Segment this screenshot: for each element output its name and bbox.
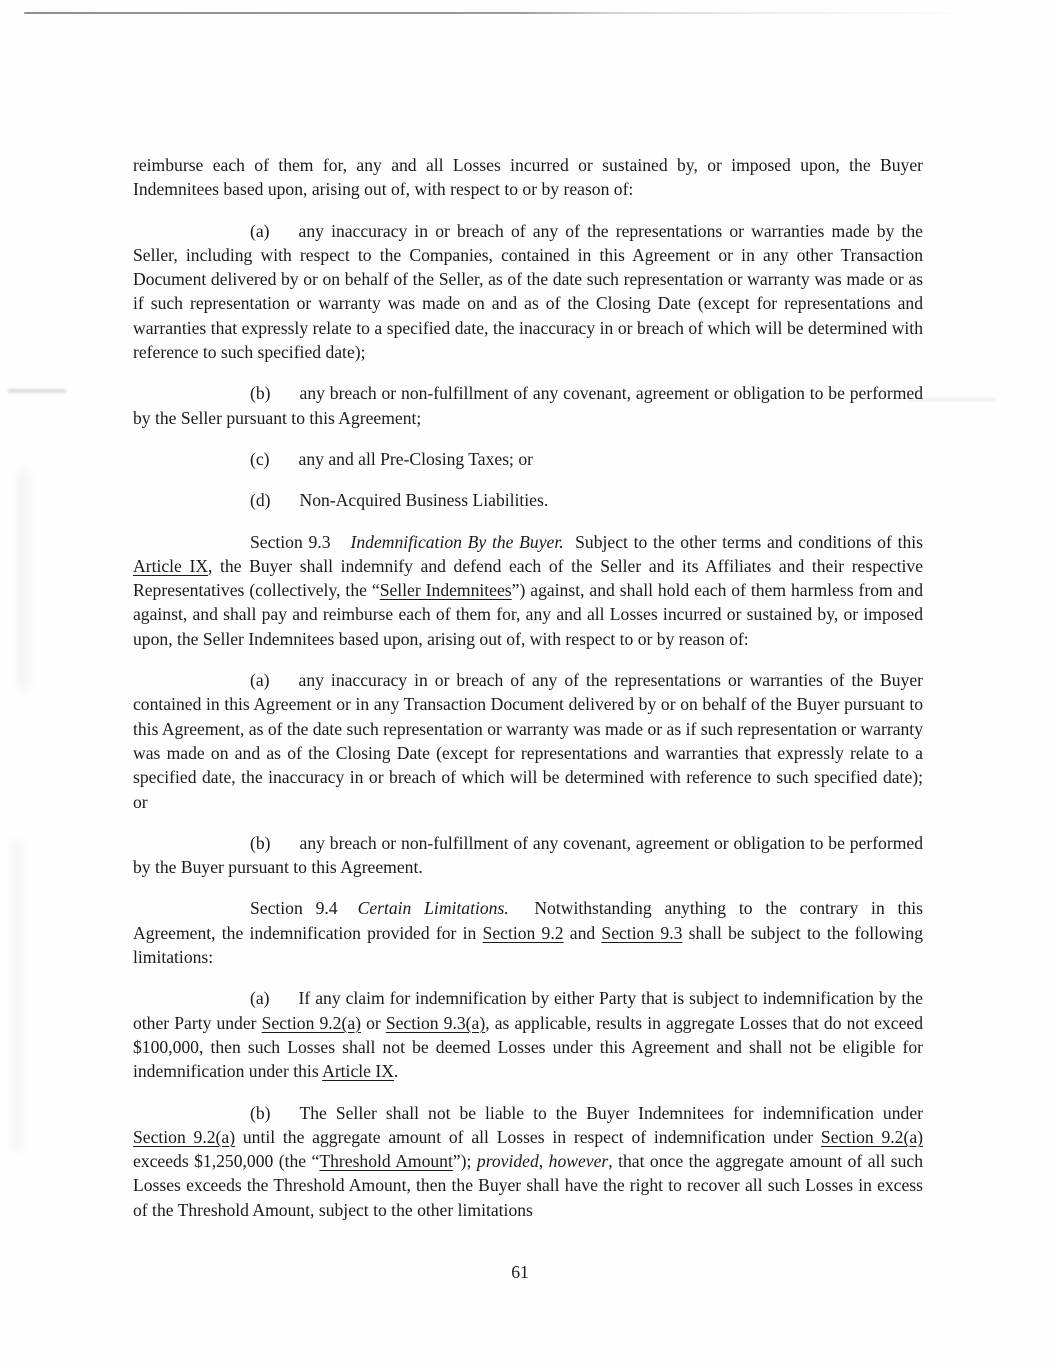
text-run: any breach or non-fulfillment of any covenant, agreement or obligation to be performed by the Buyer pursuant to this Agreement. <box>133 832 923 878</box>
text-run: any inaccuracy in or breach of any of the representations or warranties of the Buyer contained in this Agreement or in any Transaction Document delivered by or on behalf of the Buyer pursuant to this Agreement, as of the date such representation or warranty was made or as if such representation or warranty was made on and as of the Closing Date (except for representations and warranties that expressly relate to a specified date, the inaccuracy in or breach of which will be determined with reference to such specified date); or <box>133 670 923 812</box>
text-run: shall be subject to the following limitations: <box>133 922 924 968</box>
text-run: Notwithstanding anything to the contrary in this Agreement, the indemnification provided for in <box>133 898 923 943</box>
text-run: until the aggregate amount of all Losses in respect of indemnification under <box>235 1126 821 1147</box>
text-run: or <box>361 1012 386 1033</box>
limitation-a-threshold-claims-label: (a) <box>250 988 270 1009</box>
text-run: and <box>563 922 602 943</box>
text-run: , that once the aggregate amount of all such Losses exceeds the Threshold Amount, then the Buyer shall have the right to recover all such Losses in excess of the Threshold Amount, subject to the other limitations <box>133 1151 923 1220</box>
text-run: Section 9.3(a) <box>385 1012 486 1033</box>
text-run: Section 9.2 <box>482 922 564 943</box>
item-a-buyer-breach-label: (a) <box>250 670 270 691</box>
scan-artifact-left-streak <box>12 840 22 1150</box>
page-number: 61 <box>511 1262 529 1282</box>
continuation-paragraph <box>133 153 923 202</box>
text-run: any breach or non-fulfillment of any covenant, agreement or obligation to be performed by the Seller pursuant to this Agreement; <box>133 383 923 428</box>
text-run: Indemnification By the Buyer. <box>350 531 564 552</box>
text-run: The Seller shall not be liable to the Buyer Indemnitees for indemnification under <box>299 1102 923 1123</box>
limitation-b-threshold-amount-label: (b) <box>250 1102 271 1123</box>
text-run: Section 9.2(a) <box>261 1012 361 1033</box>
item-c-pre-closing-taxes <box>133 447 923 471</box>
scan-artifact-left-smudge <box>8 389 66 393</box>
section-9-4-paragraph <box>133 896 923 969</box>
text-run: ”) against, and shall hold each of them harmless from and against, and shall pay and reimburse each of them for, any and all Losses incurred or sustained by, or imposed upon, the Seller Indemnitees based upon, arising out of, with respect to or by reason of: <box>133 580 924 649</box>
text-run: any inaccuracy in or breach of any of the representations or warranties made by the Seller, including with respect to the Companies, contained in this Agreement or in any other Transaction Document delivered by or on behalf of the Seller, as of the date such representation or warranty was made or as if such representation or warranty was made on and as of the Closing Date (except for representations and warranties that expressly relate to a specified date, the inaccuracy in or breach of which will be determined with reference to such specified date); <box>133 220 923 363</box>
item-b-seller-covenant <box>133 381 923 430</box>
text-run: Non-Acquired Business Liabilities. <box>299 490 549 511</box>
document-body <box>133 153 923 1239</box>
text-run: . <box>393 1061 399 1082</box>
text-run: however <box>548 1151 609 1172</box>
text-run: Threshold Amount <box>319 1151 453 1172</box>
text-run: ”); <box>452 1151 477 1172</box>
item-a-seller-breach-label: (a) <box>250 220 270 241</box>
item-d-non-acquired-liabilities <box>133 488 923 512</box>
limitation-b-threshold-amount <box>133 1101 923 1222</box>
item-b-seller-covenant-label: (b) <box>250 383 271 404</box>
text-run: Seller Indemnitees <box>379 580 512 601</box>
text-run: reimburse each of them for, any and all Losses incurred or sustained by, or imposed upon, the Buyer Indemnitees based upon, arising out of, with respect to or by reason of: <box>133 155 923 200</box>
item-a-buyer-breach <box>133 668 923 814</box>
text-run: Article IX <box>322 1061 394 1082</box>
text-run: Certain Limitations. <box>357 898 509 919</box>
text-run: , as applicable, results in aggregate Losses that do not exceed $100,000, then such Losses shall not be deemed Losses under this Agreement and shall not be eligible for indemnification under this <box>133 1012 923 1082</box>
scan-artifact-top-line <box>24 12 972 14</box>
section-9-3-paragraph-label: Section 9.3 <box>250 531 331 552</box>
text-run: , <box>538 1151 549 1172</box>
text-run: If any claim for indemnification by either Party that is subject to indemnification by the other Party under <box>133 988 923 1033</box>
text-run: Article IX <box>133 555 209 576</box>
item-b-buyer-covenant <box>133 831 923 880</box>
text-run: Section 9.3 <box>601 922 683 943</box>
text-run: provided <box>476 1151 539 1172</box>
text-run: Section 9.2(a) <box>820 1126 923 1147</box>
item-a-seller-breach <box>133 219 923 365</box>
section-9-3-paragraph <box>133 530 923 651</box>
item-b-buyer-covenant-label: (b) <box>250 832 271 853</box>
text-run: Subject to the other terms and conditions of this <box>563 531 923 552</box>
item-c-pre-closing-taxes-label: (c) <box>250 448 270 469</box>
text-run: Section 9.2(a) <box>133 1126 236 1147</box>
limitation-a-threshold-claims <box>133 986 923 1083</box>
scan-artifact-left-dots <box>16 470 30 690</box>
text-run: any and all Pre-Closing Taxes; or <box>298 448 533 469</box>
text-run: , the Buyer shall indemnify and defend each of the Seller and its Affiliates and their respective Representatives (collectively, the “ <box>133 555 924 601</box>
section-9-4-paragraph-label: Section 9.4 <box>250 898 338 919</box>
item-d-non-acquired-liabilities-label: (d) <box>250 490 271 511</box>
text-run: exceeds $1,250,000 (the “ <box>133 1151 320 1172</box>
